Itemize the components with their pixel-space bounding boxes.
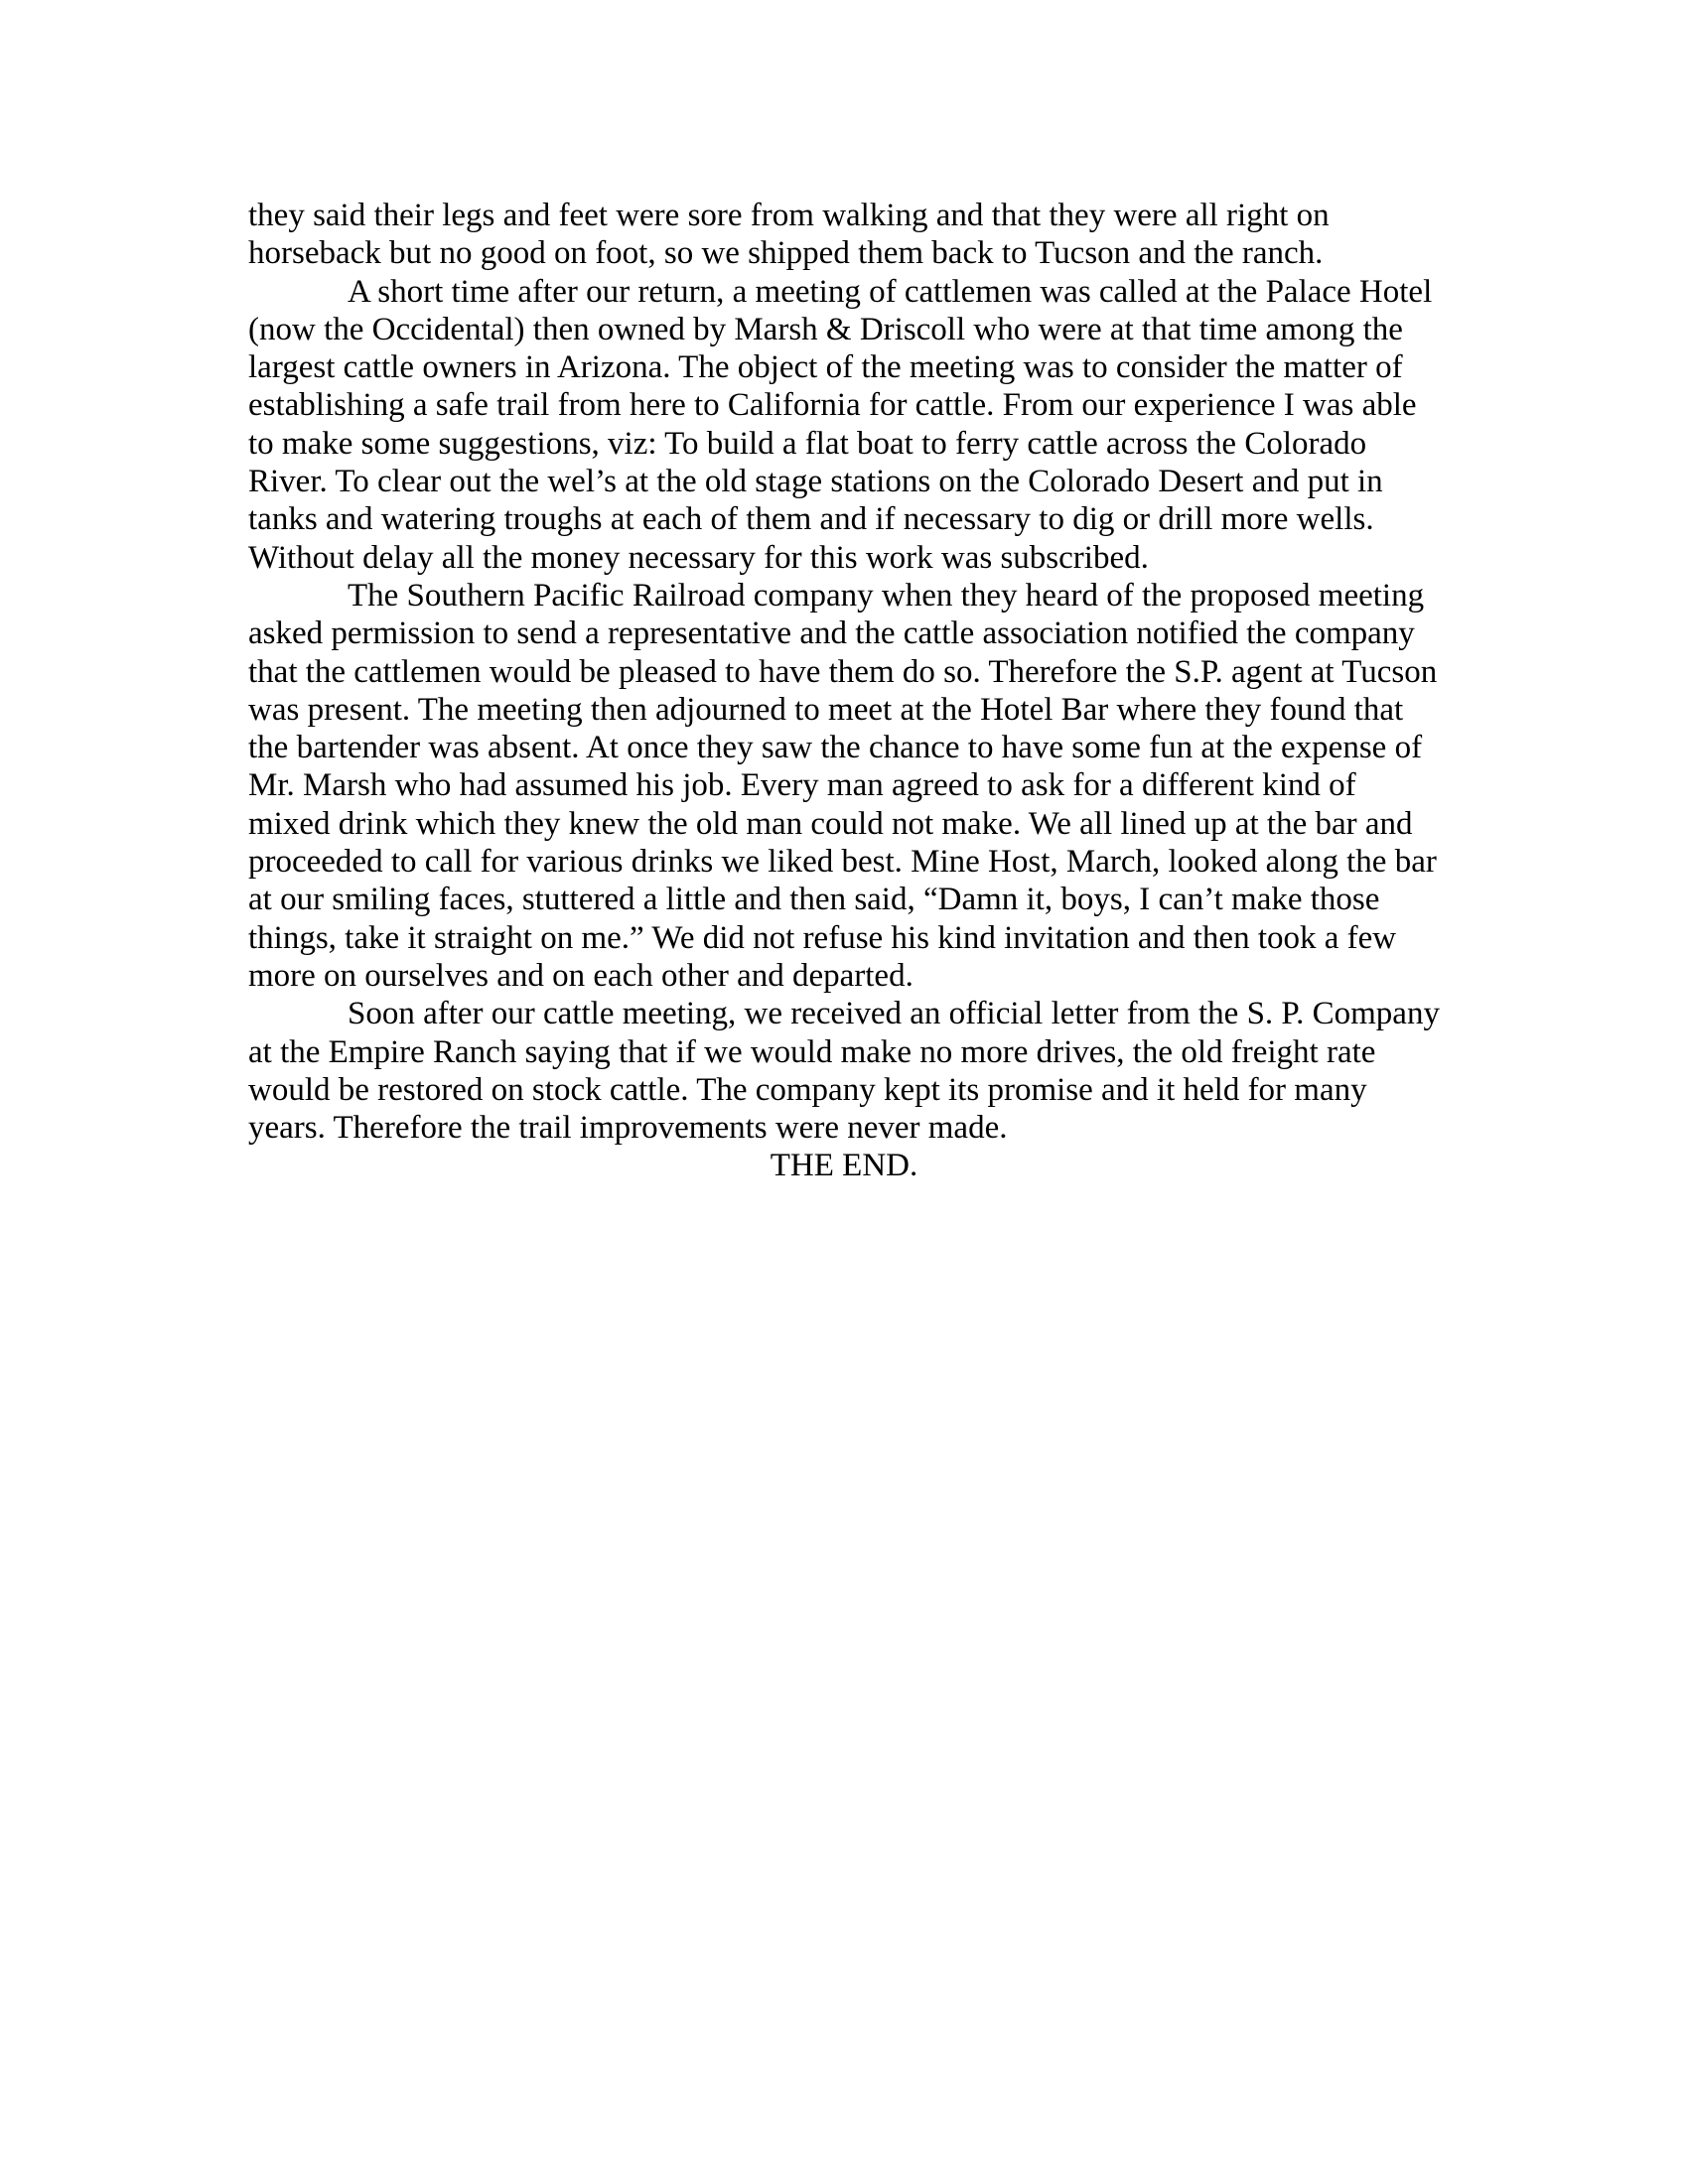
text-block [248,197,1440,1185]
body-paragraph: A short time after our return, a meeting of cattlemen was called at the Palace Hotel (now the Occidental) then owned by Marsh & Driscoll who were at that time among the largest cattle owners in Arizona. The object of the meeting was to consider the matter of establishing a safe trail from here to California for cattle. From our experience I was able to make some suggestions, viz: To build a flat boat to ferry cattle across the Colorado River. To clear out the wel’s at the old stage stations on the Colorado Desert and put in tanks and watering troughs at each of them and if necessary to dig or drill more wells. Without delay all the money necessary for this work was subscribed. [248,273,1433,576]
closing-line: THE END. [770,1148,918,1184]
body-paragraph: Soon after our cattle meeting, we received an official letter from the S. P. Company at the Empire Ranch saying that if we would make no more drives, the old freight rate would be restored on stock cattle. The company kept its promise and it held for many years. Therefore the trail improvements were never made. [248,996,1440,1147]
body-paragraph: The Southern Pacific Railroad company when they heard of the proposed meeting asked permission to send a representative and the cattle association notified the company that the cattlemen would be pleased to have them do so. Therefore the S.P. agent at Tucson was present. The meeting then adjourned to meet at the Hotel Bar where they found that the bartender was absent. At once they saw the chance to have some fun at the expense of Mr. Marsh who had assumed his job. Every man agreed to ask for a different kind of mixed drink which they knew the old man could not make. We all lined up at the bar and proceeded to call for various drinks we liked best. Mine Host, March, looked along the bar at our smiling faces, stuttered a little and then said, “Damn it, boys, I can’t make those things, take it straight on me.” We did not refuse his kind invitation and then took a few more on ourselves and on each other and departed. [248,577,1438,994]
body-paragraph: they said their legs and feet were sore from walking and that they were all right on horseback but no good on foot, so we shipped them back to Tucson and the ranch. [248,198,1330,272]
